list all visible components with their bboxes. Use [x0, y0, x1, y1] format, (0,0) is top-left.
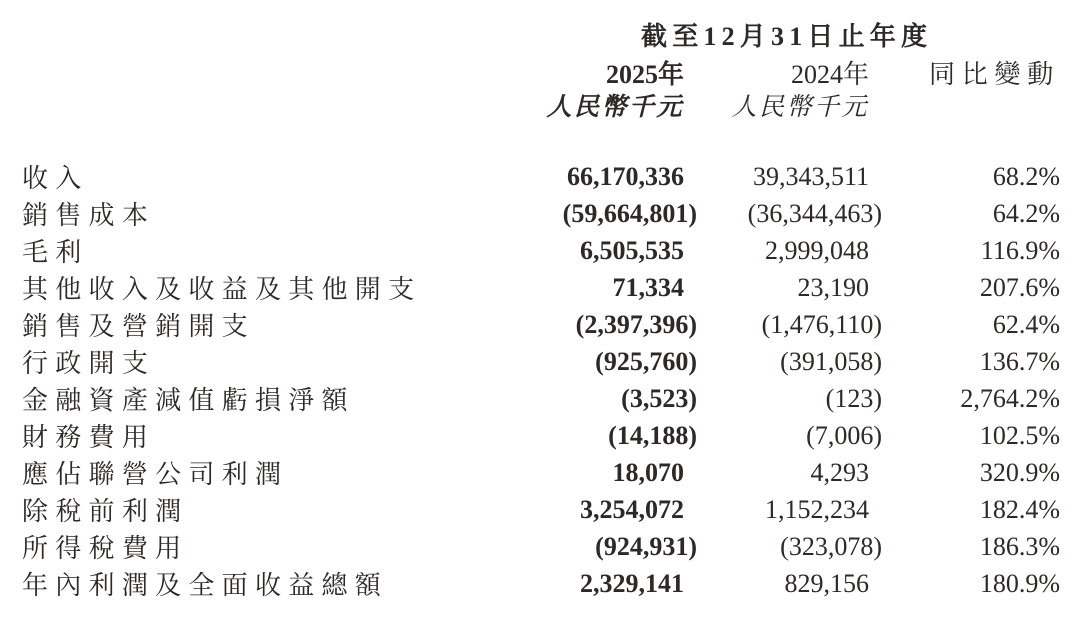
value-2025: (59,664,801): [562, 198, 697, 228]
column-header-2024: 2024年: [790, 60, 869, 89]
currency-unit-2025: 人民幣千元: [546, 94, 684, 121]
row-label: 其他收入及收益及其他開支: [22, 275, 422, 304]
table-row: [22, 269, 1060, 306]
value-yoy: 2,764.2%: [960, 383, 1060, 413]
value-yoy: 186.3%: [979, 531, 1060, 561]
row-label: 銷售成本: [22, 201, 156, 230]
value-2025: (2,397,396): [575, 309, 697, 339]
row-label: 毛利: [22, 238, 89, 267]
column-header-yoy: 同比變動: [928, 60, 1060, 89]
table-row: [22, 195, 1060, 232]
value-2025: 6,505,535: [580, 235, 684, 265]
value-yoy: 182.4%: [979, 494, 1060, 524]
value-yoy: 320.9%: [979, 457, 1060, 487]
value-yoy: 68.2%: [992, 161, 1060, 191]
value-2025: (924,931): [595, 531, 697, 561]
value-2025: 2,329,141: [580, 568, 684, 598]
table-row: [22, 565, 1060, 602]
currency-unit-2024: 人民幣千元: [731, 94, 869, 121]
table-row: [22, 417, 1060, 454]
table-body: [22, 158, 1060, 602]
period-title: 截至12月31日止年度: [641, 22, 933, 51]
value-2024: 829,156: [784, 568, 869, 598]
row-label: 所得稅費用: [22, 534, 189, 563]
value-2024: (36,344,463): [747, 198, 882, 228]
row-label: 行政開支: [22, 349, 156, 378]
table-row: [22, 343, 1060, 380]
value-2024: (123): [825, 383, 882, 413]
column-header-2025: 2025年: [605, 60, 684, 89]
value-2024: 2,999,048: [765, 235, 869, 265]
value-yoy: 102.5%: [979, 420, 1060, 450]
table-row: [22, 158, 1060, 195]
value-yoy: 62.4%: [992, 309, 1060, 339]
value-yoy: 207.6%: [979, 272, 1060, 302]
value-yoy: 136.7%: [979, 346, 1060, 376]
value-yoy: 180.9%: [979, 568, 1060, 598]
value-yoy: 116.9%: [980, 235, 1060, 265]
value-2024: 1,152,234: [765, 494, 869, 524]
value-2024: 23,190: [797, 272, 869, 302]
currency-unit-row: [22, 87, 1060, 121]
value-2025: (14,188): [608, 420, 697, 450]
table-row: [22, 232, 1060, 269]
value-2024: (323,078): [780, 531, 882, 561]
row-label: 收入: [22, 164, 89, 193]
row-label: 銷售及營銷開支: [22, 312, 255, 341]
table-row: [22, 454, 1060, 491]
table-row: [22, 306, 1060, 343]
value-2025: 3,254,072: [580, 494, 684, 524]
row-label: 除稅前利潤: [22, 497, 189, 526]
value-2024: 39,343,511: [752, 161, 869, 191]
value-2025: 18,070: [612, 457, 684, 487]
value-2024: 4,293: [810, 457, 869, 487]
row-label: 應佔聯營公司利潤: [22, 460, 289, 489]
value-2024: (7,006): [806, 420, 882, 450]
value-2024: (1,476,110): [761, 309, 882, 339]
value-2024: (391,058): [780, 346, 882, 376]
value-2025: (3,523): [621, 383, 697, 413]
table-row: [22, 491, 1060, 528]
value-yoy: 64.2%: [992, 198, 1060, 228]
value-2025: (925,760): [595, 346, 697, 376]
row-label: 財務費用: [22, 423, 156, 452]
value-2025: 71,334: [612, 272, 684, 302]
row-label: 金融資產減值虧損淨額: [22, 386, 355, 415]
value-2025: 66,170,336: [567, 161, 684, 191]
row-label: 年內利潤及全面收益總額: [22, 571, 389, 600]
financial-table: [22, 54, 1060, 602]
column-header-row: [22, 54, 1060, 87]
table-row: [22, 528, 1060, 565]
table-row: [22, 380, 1060, 417]
